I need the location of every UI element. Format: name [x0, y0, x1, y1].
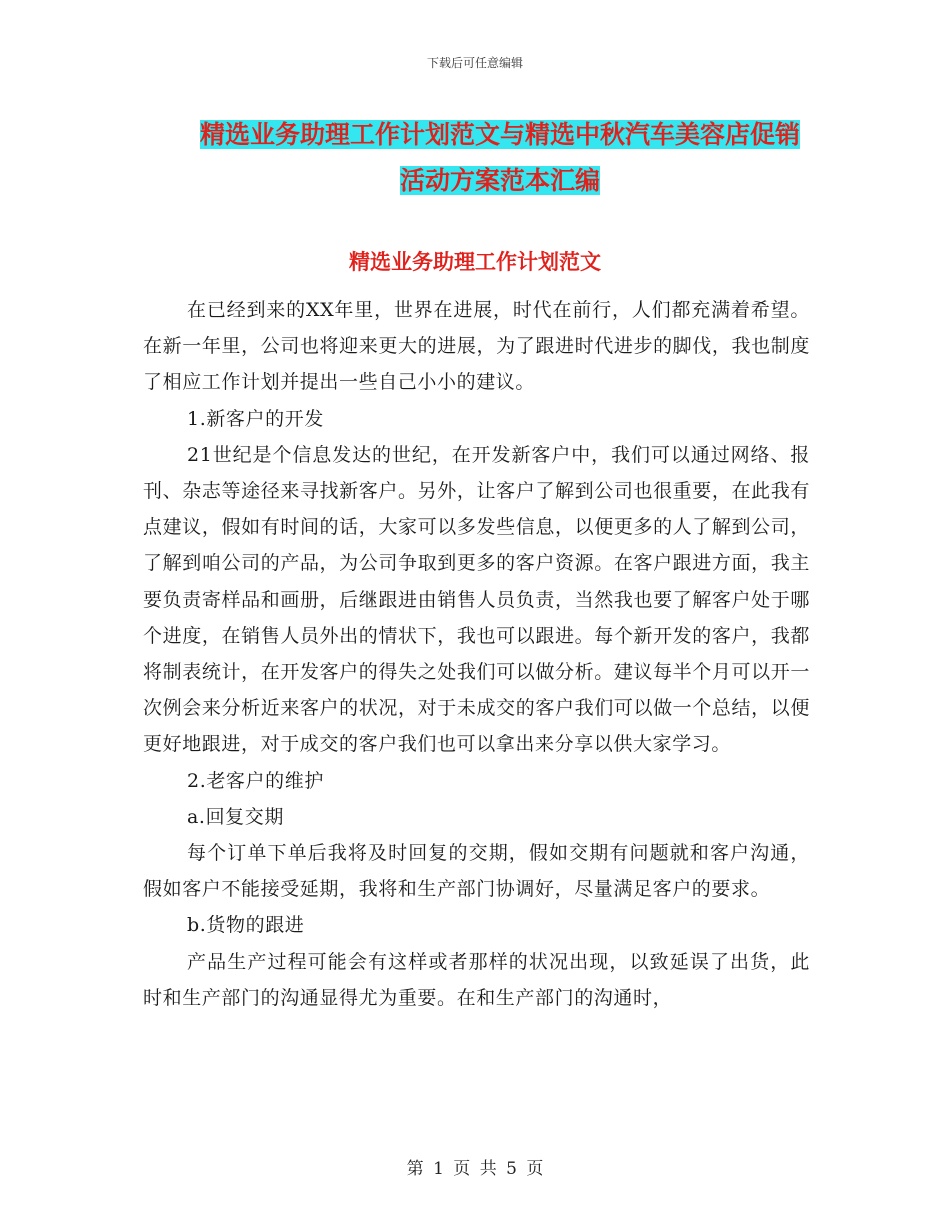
- header-note: 下载后可任意编辑: [426, 56, 523, 70]
- paragraph: 1.新客户的开发: [187, 407, 324, 430]
- document-title-text: 精选业务助理工作计划范文与精选中秋汽车美容店促销活动方案范本汇编: [199, 120, 800, 195]
- paragraph: b.货物的跟进: [187, 914, 305, 937]
- paragraph: 21世纪是个信息发达的世纪，在开发新客户中，我们可以通过网络、报刊、杂志等途径来寻找新客户。另外，让客户了解到公司也很重要，在此我有点建议，假如有时间的话，大家可以多发些信息，以便更多的人了解到公司，了解到咱公司的产品，为公司争取到更多的客户资源。在客户跟进方面，我主要负责寄样品和画册，后继跟进由销售人员负责，当然我也要了解客户处于哪个进度，在销售人员外出的情状下，我也可以跟进。每个新开发的客户，我都将制表统计，在开发客户的得失之处我们可以做分析。建议每半个月可以开一次例会来分析近来客户的状况，对于未成交的客户我们可以做一个总结，以便更好地跟进，对于成交的客户我们也可以拿出来分享以供大家学习。: [143, 443, 810, 756]
- document-title: [190, 112, 810, 204]
- body-text: [143, 292, 810, 1016]
- paragraph: 产品生产过程可能会有这样或者那样的状况出现，以致延误了出货，此时和生产部门的沟通显得尤为重要。在和生产部门的沟通时，: [143, 950, 810, 1009]
- section-title: 精选业务助理工作计划范文: [349, 250, 601, 274]
- paragraph: 在已经到来的XX年里，世界在进展，时代在前行，人们都充满着希望。在新一年里，公司也将迎来更大的进展，为了跟进时代进步的脚伐，我也制度了相应工作计划并提出一些自己小小的建议。: [143, 299, 810, 394]
- page-footer: 第 1 页 共 5 页: [406, 1159, 544, 1179]
- paragraph: 2.老客户的维护: [187, 769, 324, 792]
- paragraph: a.回复交期: [187, 805, 284, 828]
- paragraph: 每个订单下单后我将及时回复的交期，假如交期有问题就和客户沟通，假如客户不能接受延期，我将和生产部门协调好，尽量满足客户的要求。: [143, 842, 810, 901]
